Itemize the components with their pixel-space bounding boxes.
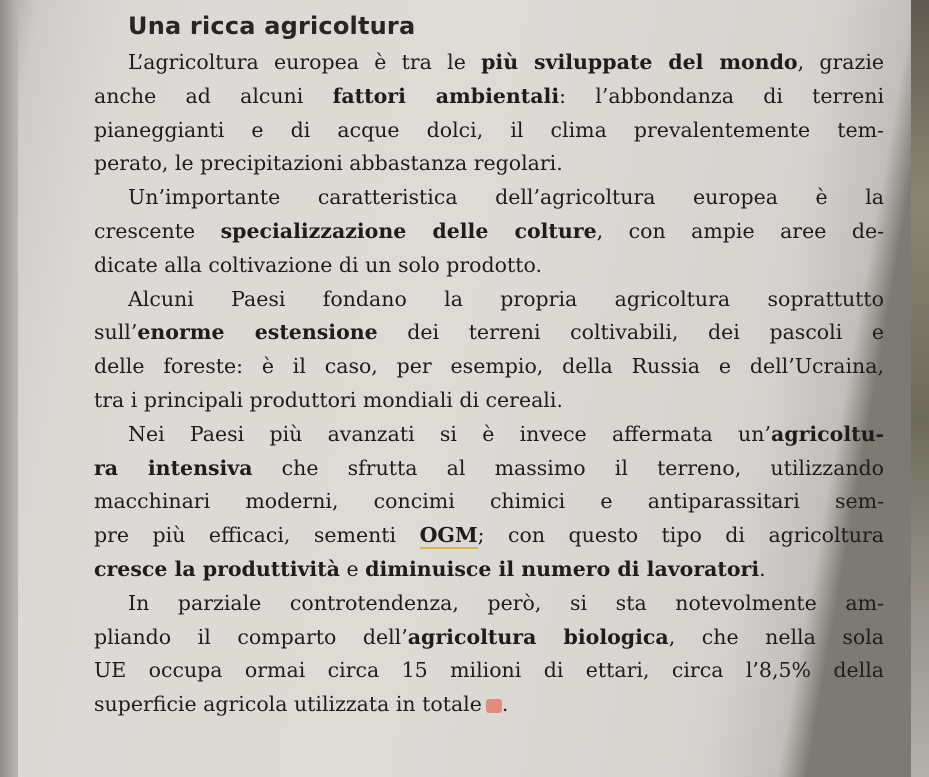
text-run: superficie agricola utilizzata in totale — [94, 692, 482, 717]
bold-term: agricoltura biologica — [407, 624, 669, 649]
text-line — [94, 215, 884, 249]
text-line — [94, 485, 884, 519]
text-run: pliando il comparto dell’ — [94, 624, 408, 649]
text-run: . — [501, 692, 509, 717]
text-line — [94, 553, 884, 587]
text-run: perato, le precipitazioni abbastanza regolari. — [94, 151, 563, 176]
text-line — [94, 418, 884, 452]
text-run: . — [759, 556, 766, 581]
text-line — [94, 181, 884, 215]
paragraph — [94, 587, 884, 722]
bold-term: OGM — [419, 523, 478, 548]
bold-term: agricoltu- — [770, 421, 884, 446]
adjacent-page-strip — [911, 0, 929, 777]
text-run: dei terreni coltivabili, dei pascoli e — [377, 320, 884, 345]
text-line — [94, 283, 884, 317]
body-text — [94, 46, 884, 722]
paragraph — [94, 181, 884, 282]
margin-mark-icon — [486, 699, 502, 713]
text-run: delle foreste: è il caso, per esempio, della Russia e dell’Ucraina, — [94, 354, 884, 379]
bold-term: diminuisce il numero di lavoratori — [365, 556, 760, 581]
text-line — [94, 587, 884, 621]
text-run: che sfrutta al massimo il terreno, utilizzando — [252, 455, 884, 480]
text-run: Nei Paesi più avanzati si è invece affermata un’ — [128, 421, 771, 446]
text-run: macchinari moderni, concimi chimici e antiparassitari sem- — [94, 489, 884, 514]
text-run: sull’ — [94, 320, 138, 345]
text-run: tra i principali produttori mondiali di cereali. — [94, 387, 563, 412]
text-line — [94, 519, 884, 553]
text-run: : l’abbondanza di terreni — [559, 83, 885, 108]
text-run: , grazie — [797, 50, 885, 74]
bold-term: specializzazione delle colture — [220, 218, 597, 243]
text-line — [94, 80, 884, 114]
text-run: , che nella sola — [668, 624, 884, 649]
text-line — [94, 350, 884, 384]
text-run: In parziale controtendenza, però, si sta notevolmente am- — [128, 590, 884, 615]
text-line — [94, 688, 884, 722]
document — [94, 12, 884, 722]
paragraph — [94, 46, 884, 181]
text-run: crescente — [94, 218, 221, 243]
text-line — [94, 384, 884, 418]
text-run: , con ampie aree de- — [596, 218, 885, 243]
text-line — [94, 249, 884, 283]
text-line — [94, 452, 884, 486]
text-run: L’agricoltura europea è tra le — [128, 50, 482, 74]
paragraph — [94, 418, 884, 587]
text-run: UE occupa ormai circa 15 milioni di ettari, circa l’8,5% della — [94, 658, 884, 683]
bold-term: fattori ambientali — [332, 83, 560, 108]
text-line — [94, 316, 884, 350]
text-run: ; con questo tipo di agricoltura — [477, 523, 884, 548]
bold-term: cresce la produttività — [94, 556, 340, 581]
text-line — [94, 621, 884, 655]
text-line — [94, 46, 884, 80]
bold-term: enorme estensione — [137, 320, 378, 345]
bold-term: più sviluppate del mondo — [481, 50, 798, 74]
text-run: Alcuni Paesi fondano la propria agricoltura soprattutto — [128, 286, 884, 311]
bold-term: ra intensiva — [94, 455, 253, 480]
text-run: dicate alla coltivazione di un solo prodotto. — [94, 252, 542, 277]
text-run: Un’importante caratteristica dell’agricoltura europea è la — [128, 185, 884, 210]
text-run: anche ad alcuni — [94, 83, 333, 108]
text-line — [94, 114, 884, 148]
text-line — [94, 654, 884, 688]
paragraph — [94, 283, 884, 418]
text-run: pianeggianti e di acque dolci, il clima prevalentemente tem- — [94, 117, 884, 142]
text-run: e — [339, 556, 366, 581]
page-left-edge — [0, 0, 18, 777]
text-run: pre più efficaci, sementi — [94, 523, 420, 548]
section-title: Una ricca agricoltura — [128, 12, 416, 40]
text-line — [94, 147, 884, 181]
